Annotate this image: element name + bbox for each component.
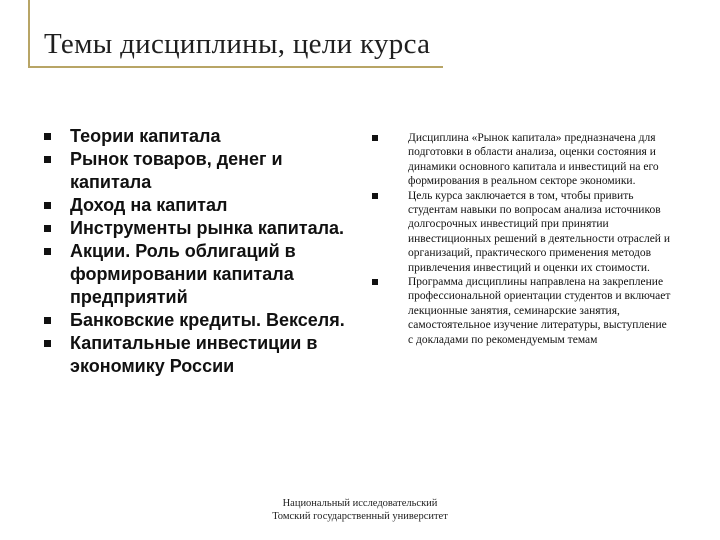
square-bullet-icon	[44, 317, 51, 324]
topic-item	[44, 332, 364, 378]
square-bullet-icon	[372, 193, 378, 199]
topic-text: Капитальные инвестиции в экономику России	[70, 333, 318, 376]
topic-text: Банковские кредиты. Векселя.	[70, 310, 345, 330]
topic-item	[44, 125, 364, 148]
goal-text: Дисциплина «Рынок капитала» предназначена для подготовки в области анализа, оценки состояния и динамики основного капитала и инвестиций на его формирования в реальном секторе экономики.	[408, 132, 659, 188]
topic-text: Акции. Роль облигаций в формировании капитала предприятий	[70, 241, 296, 307]
square-bullet-icon	[44, 133, 51, 140]
square-bullet-icon	[44, 156, 51, 163]
topic-item	[44, 194, 364, 217]
goal-item	[372, 275, 672, 347]
square-bullet-icon	[372, 135, 378, 141]
footer-line: Томский государственный университет	[272, 511, 448, 522]
square-bullet-icon	[44, 225, 51, 232]
topics-list	[44, 125, 364, 378]
square-bullet-icon	[44, 248, 51, 255]
goal-text: Программа дисциплины направлена на закрепление профессиональной ориентации студентов и включает лекционные занятия, семинарские занятия, самостоятельное изучение литературы, выступление с докладами по рекомендуемым темам	[408, 276, 671, 346]
goals-list	[372, 131, 672, 347]
goal-item	[372, 131, 672, 189]
square-bullet-icon	[44, 202, 51, 209]
topic-text: Теории капитала	[70, 126, 221, 146]
footer-line: Национальный исследовательский	[282, 498, 438, 509]
goal-item	[372, 189, 672, 275]
university-footer	[0, 497, 720, 523]
topic-item	[44, 240, 364, 309]
topic-text: Доход на капитал	[70, 195, 228, 215]
topic-item	[44, 217, 364, 240]
title-frame-vertical-line	[28, 0, 30, 68]
topic-item	[44, 148, 364, 194]
goal-text: Цель курса заключается в том, чтобы привить студентам навыки по вопросам анализа источников долгосрочных инвестиций при принятии инвестиционных решений в деятельности отраслей и организаций, практического применения методов привлечения инвестиций и оценки их стоимости.	[408, 189, 670, 274]
topic-item	[44, 309, 364, 332]
topic-text: Рынок товаров, денег и капитала	[70, 149, 283, 192]
title-frame-horizontal-line	[28, 66, 443, 68]
topic-text: Инструменты рынка капитала.	[70, 218, 345, 238]
square-bullet-icon	[44, 340, 51, 347]
slide-title: Темы дисциплины, цели курса	[44, 28, 431, 60]
square-bullet-icon	[372, 279, 378, 285]
